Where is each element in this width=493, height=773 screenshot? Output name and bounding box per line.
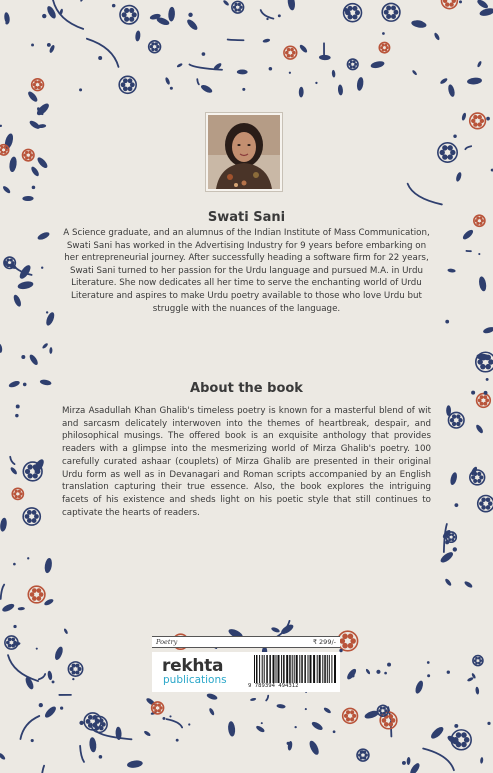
author-photo <box>205 112 283 192</box>
publisher-logo-subtitle: publications <box>163 674 227 686</box>
price-label: ₹ 299/- <box>312 638 336 646</box>
isbn-number: 9 789394 494312 <box>248 683 299 689</box>
publisher-logo-name: rekhta <box>162 656 224 676</box>
about-heading: About the book <box>190 381 303 396</box>
category-label: Poetry <box>156 638 178 646</box>
publisher-box <box>152 652 340 692</box>
about-text: Mirza Asadullah Khan Ghalib's timeless poetry is known for a masterful blend of wit and sarcasm delicately interwoven into the themes of heartbreak, despair, and philosophical musings. The offered book is an exquisite anthology that provides readers with a glimpse into the mesmerizing world of Mirza Ghalib's poetry. 100 carefully curated ashaar (couplets) of Mirza Ghalib are presented in their original Urdu form as well as in Devanagari and Roman scripts accompanied by an English translation capturing their true essence. Also, the book explores the intriguing facets of his existence and sheds light on his poetic style that still continues to captivate the hearts of readers. <box>62 406 431 518</box>
author-name: Swati Sani <box>207 210 286 225</box>
isbn-barcode <box>252 655 336 683</box>
author-portrait-image <box>208 115 280 189</box>
author-bio: A Science graduate, and an alumnus of the Indian Institute of Mass Communication, Swati Sani has worked in the Advertising Industry for 9 years before embarking on her entrepreneurial journey. After successfully heading a software firm for 22 years, Swati Sani turned to her passion for the Urdu language and pursued M.A. in Urdu Literature. She now dedicates all her time to serve the enchanting world of Urdu Literature and aspires to make Urdu poetry available to those who love Urdu but struggle with the nuances of the language. <box>63 228 430 314</box>
category-price-bar <box>152 636 340 648</box>
